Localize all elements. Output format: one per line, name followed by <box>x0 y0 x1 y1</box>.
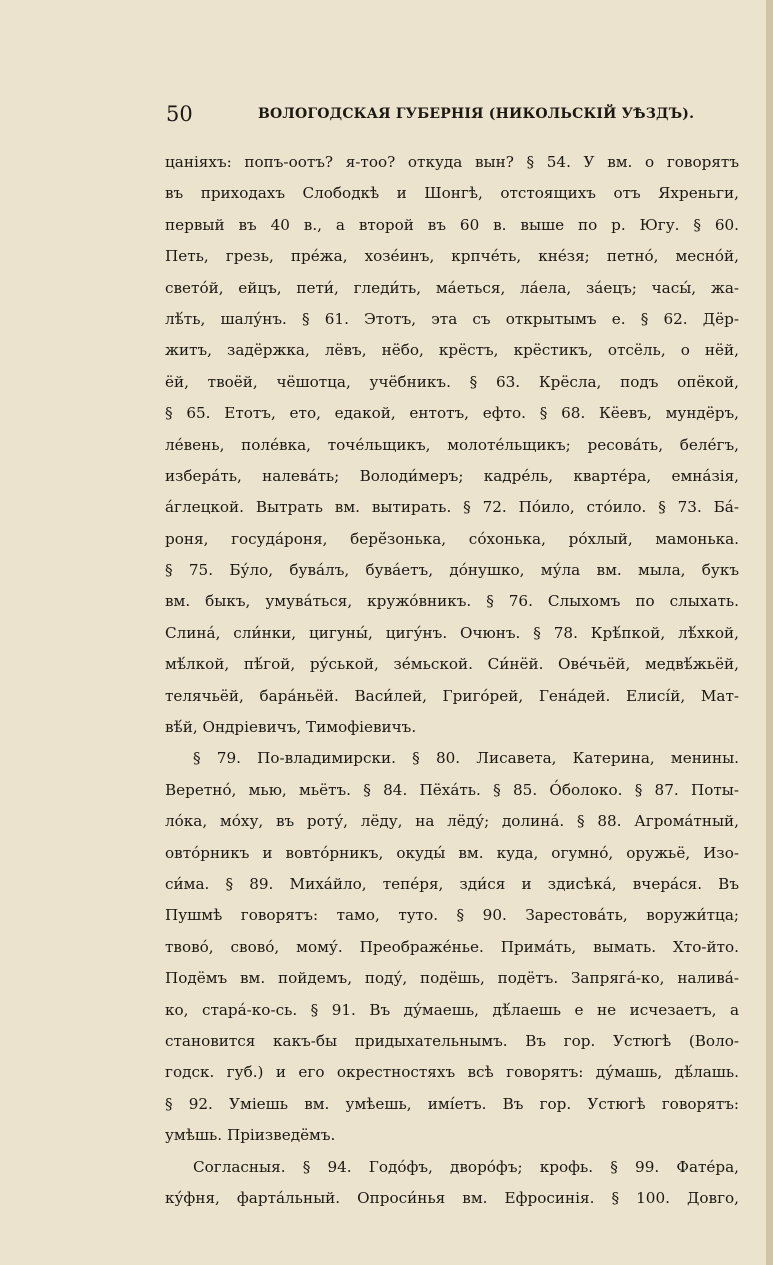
text-line: ле́вень, поле́вка, точе́льщикъ, молоте́льщикъ; ресова́ть, беле́гъ, <box>165 435 739 454</box>
text-line: вм. быкъ, умува́ться, кружо́вникъ. § 76. Слыхомъ по слыхать. <box>165 592 739 611</box>
text-line: ёй, твоёй, чёшотца, учёбникъ. § 63. Крёсла, подъ опёкой, <box>165 372 739 391</box>
text-line: твово́, свово́, мому́. Преображе́нье. Прима́ть, вымать. Хто-йто. <box>165 937 739 956</box>
text-line: лѣ́ть, шалу́нъ. § 61. Этотъ, эта съ открытымъ е. § 62. Дёр- <box>165 309 739 328</box>
text-line: § 79. По-владимирски. § 80. Лисавета, Катерина, менины. <box>193 749 739 768</box>
page-edge <box>766 0 773 1265</box>
text-line: а́глецкой. Вытрать вм. вытирать. § 72. По́ило, сто́ило. § 73. Ба́- <box>165 498 739 517</box>
text-line: Согласныя. § 94. Годо́фъ, дворо́фъ; крофь. § 99. Фате́ра, <box>193 1157 739 1176</box>
text-line: Веретно́, мью, мьётъ. § 84. Пёха́ть. § 85. О́болоко. § 87. Поты- <box>165 780 739 799</box>
text-line: вѣ́й, Ондріевичъ, Тимофіевичъ. <box>165 718 417 737</box>
text-line: си́ма. § 89. Миха́йло, тепе́ря, зди́ся и здисѣка́, вчера́ся. Въ <box>165 874 739 893</box>
text-line: избера́ть, налева́ть; Володи́меръ; кадре́ль, кварте́ра, емна́зія, <box>165 466 739 485</box>
body-text <box>165 147 739 1214</box>
text-line: § 75. Бу́ло, бува́лъ, бува́етъ, до́нушко, му́ла вм. мыла, букъ <box>165 561 739 580</box>
text-line: годск. губ.) и его окрестностяхъ всѣ говорятъ: ду́машь, дѣ́лашь. <box>165 1063 739 1082</box>
text-line: ко, стара́-ко-сь. § 91. Въ ду́маешь, дѣ́лаешь е не исчезаетъ, а <box>165 1000 739 1019</box>
text-line: мѣ́лкой, пѣ́гой, ру́ськой, зе́мьской. Си́нёй. Ове́чьёй, медвѣ́жьёй, <box>165 655 739 674</box>
text-line: Пушмѣ говорятъ: тамо, туто. § 90. Зарестова́ть, воружи́тца; <box>165 906 739 925</box>
text-line: свето́й, ейцъ, пети́, гледи́ть, ма́еться, ла́ела, за́ецъ; часы́, жа- <box>165 278 739 297</box>
text-line: овто́рникъ и вовто́рникъ, окуды́ вм. куда, огумно́, оружьё, Изо- <box>165 843 739 862</box>
running-head <box>166 100 740 136</box>
text-line: становится какъ-бы придыхательнымъ. Въ гор. Устюгѣ (Воло- <box>165 1031 739 1050</box>
text-line: Петь, грезь, пре́жа, хозе́инъ, крпче́ть, кне́зя; петно́, месно́й, <box>165 247 739 266</box>
paragraph-2 <box>165 743 739 1151</box>
text-line: ку́фня, фарта́льный. Опроси́нья вм. Ефросинія. § 100. Довго, <box>165 1188 739 1207</box>
text-line: цаніяхъ: попъ-оотъ? я-тоо? откуда вын? § 54. У вм. о говорятъ <box>165 153 739 171</box>
text-line: житъ, задёржка, лёвъ, нёбо, крёстъ, крёстикъ, отсёль, о нёй, <box>165 341 739 360</box>
paragraph-3 <box>165 1152 739 1215</box>
text-line: Подёмъ вм. пойдемъ, поду́, подёшь, подётъ. Запряга́-ко, налива́- <box>165 969 739 988</box>
running-title: ВОЛОГОДСКАЯ ГУБЕРНІЯ (НИКОЛЬСКІЙ УѢЗДЪ). <box>258 106 695 122</box>
page-number: 50 <box>166 102 193 126</box>
text-line: телячьёй, бара́ньёй. Васи́лей, Григо́рей, Гена́дей. Елисі́й, Мат- <box>165 686 739 705</box>
text-line: ло́ка, мо́ху, въ роту́, лёду, на лёду́; долина́. § 88. Агрома́тный, <box>165 812 739 831</box>
text-line: Слина́, сли́нки, цигуны́, цигу́нъ. Очюнъ. § 78. Крѣ́пкой, лѣ́хкой, <box>165 623 739 642</box>
text-line: въ приходахъ Слободкѣ и Шонгѣ, отстоящихъ отъ Яхреньги, <box>165 184 739 203</box>
text-line: § 92. Уміешь вм. умѣешь, имі́етъ. Въ гор. Устюгѣ говорятъ: <box>165 1094 739 1113</box>
text-line: роня, госуда́роня, берё́зонька, со́хонька, ро́хлый, мамонька. <box>165 529 739 548</box>
text-line: первый въ 40 в., а второй въ 60 в. выше по р. Югу. § 60. <box>165 215 739 234</box>
paragraph-1 <box>165 147 739 743</box>
text-line: умѣшь. Пріизведёмъ. <box>165 1126 336 1145</box>
text-line: § 65. Етотъ, ето, едакой, ентотъ, ефто. § 68. Кёевъ, мундёръ, <box>165 404 739 423</box>
